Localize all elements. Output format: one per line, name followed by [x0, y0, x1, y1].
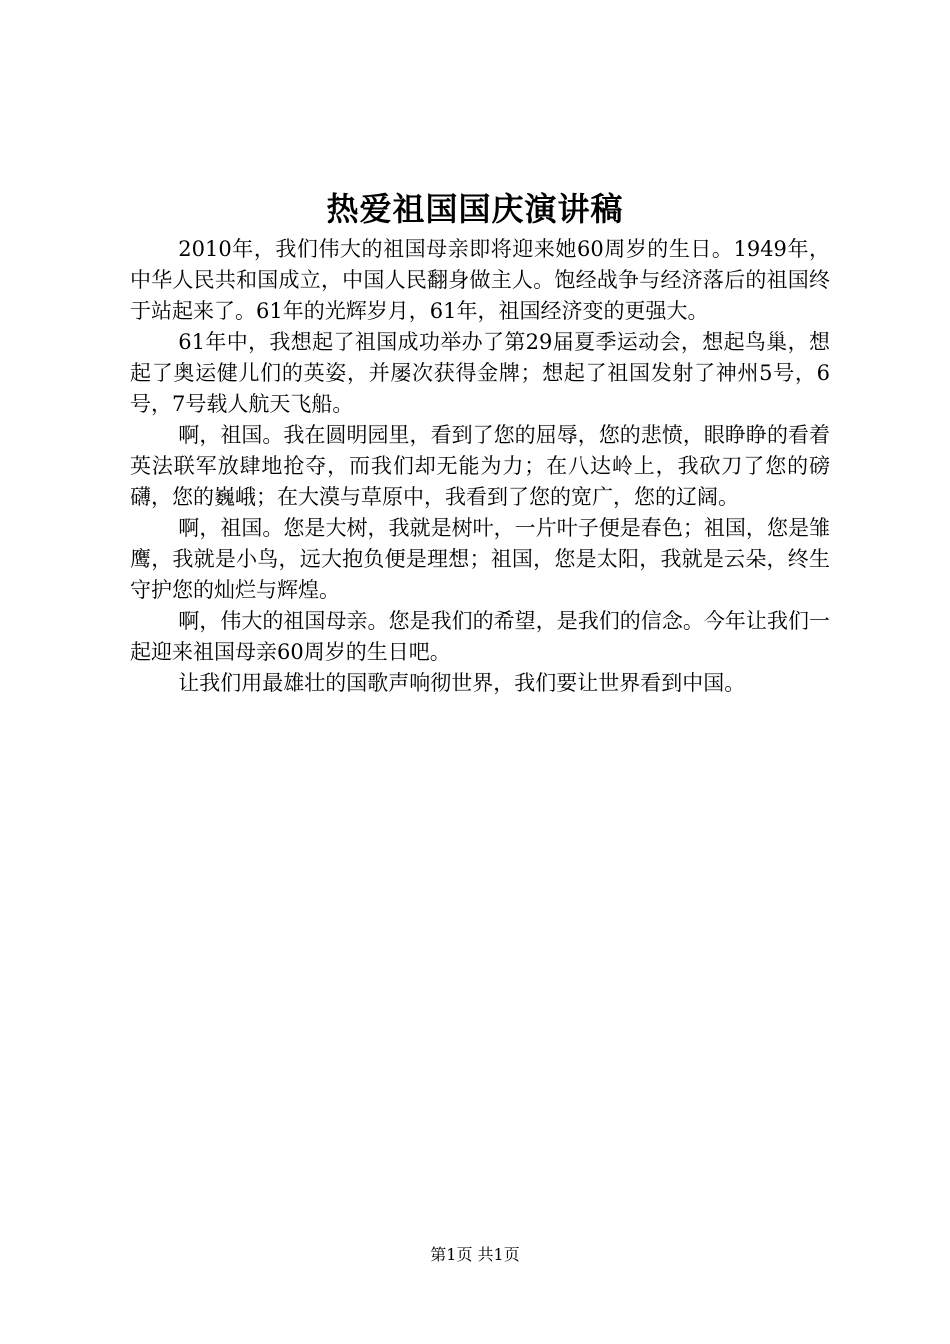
document-title: 热爱祖国国庆演讲稿	[326, 190, 624, 228]
paragraph: 啊，祖国。我在圆明园里，看到了您的屈辱，您的悲愤，眼睁睁的看着英法联军放肆地抢夺，而我们却无能为力；在八达岭上，我砍刀了您的磅礴，您的巍峨；在大漠与草原中，我看到了您的宽广，您的辽阔。	[130, 423, 830, 509]
page-footer: 第1页 共1页	[430, 1245, 520, 1264]
paragraph: 61年中，我想起了祖国成功举办了第29届夏季运动会，想起鸟巢，想起了奥运健儿们的英姿，并屡次获得金牌；想起了祖国发射了神州5号，6号，7号载人航天飞船。	[130, 330, 830, 416]
paragraph: 啊，祖国。您是大树，我就是树叶，一片叶子便是春色；祖国，您是雏鹰，我就是小鸟，远大抱负便是理想；祖国，您是太阳，我就是云朵，终生守护您的灿烂与辉煌。	[130, 516, 830, 602]
paragraph: 啊，伟大的祖国母亲。您是我们的希望，是我们的信念。今年让我们一起迎来祖国母亲60周岁的生日吧。	[130, 609, 830, 664]
paragraph: 让我们用最雄壮的国歌声响彻世界，我们要让世界看到中国。	[178, 671, 746, 695]
document-body	[130, 234, 830, 699]
paragraph: 2010年，我们伟大的祖国母亲即将迎来她60周岁的生日。1949年，中华人民共和国成立，中国人民翻身做主人。饱经战争与经济落后的祖国终于站起来了。61年的光辉岁月，61年，祖国经济变的更强大。	[130, 237, 830, 323]
